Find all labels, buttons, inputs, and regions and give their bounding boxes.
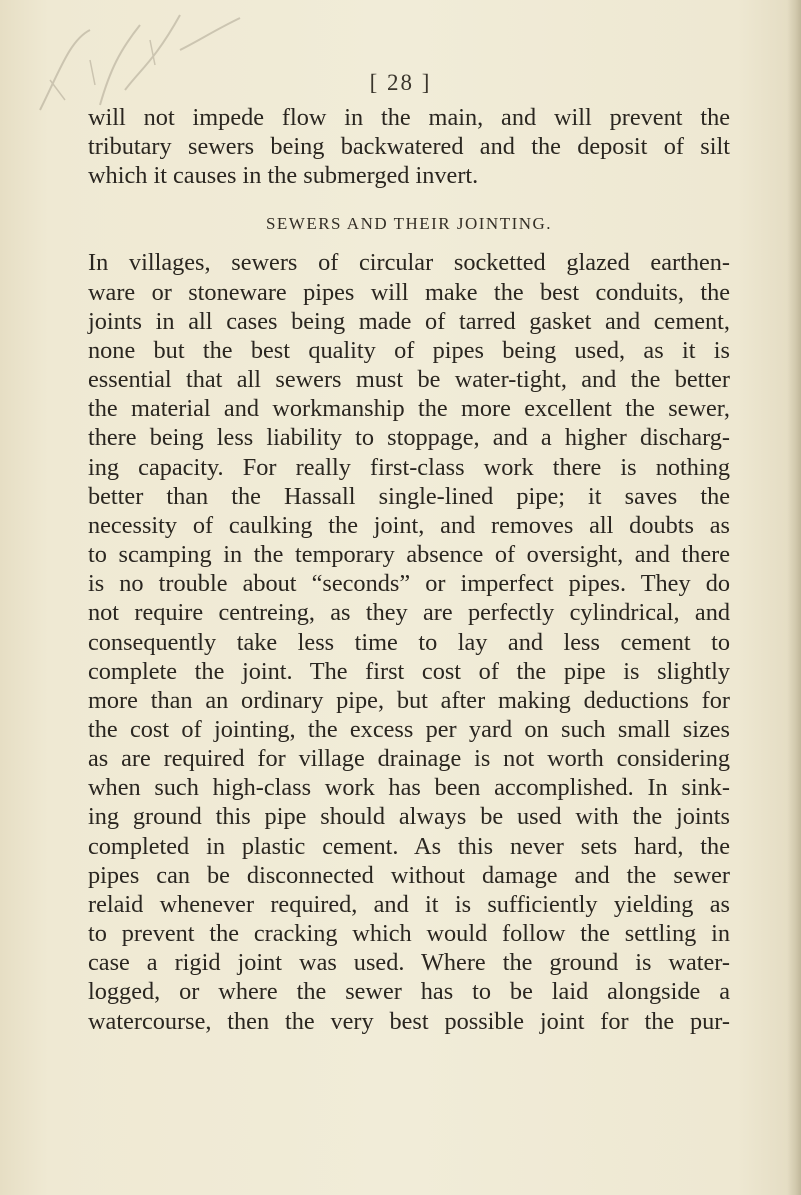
text-line: tributary sewers being backwatered and the deposit of silt [88, 133, 730, 161]
page-number: [ 28 ] [369, 70, 432, 95]
text-line: completed in plastic cement. As this never sets hard, the [88, 832, 730, 860]
text-line: joints in all cases being made of tarred gasket and cement, [88, 307, 730, 335]
text-line: the material and workmanship the more excellent the sewer, [88, 395, 730, 423]
text-line: will not impede flow in the main, and will prevent the [88, 104, 730, 131]
text-line: none but the best quality of pipes being used, as it is [88, 336, 730, 364]
text-line: to scamping in the temporary absence of oversight, and there [88, 541, 730, 569]
text-line: ing capacity. For really first-class work there is nothing [88, 453, 730, 481]
text-line: there being less liability to stoppage, and a higher discharg- [88, 424, 730, 452]
text-line: case a rigid joint was used. Where the ground is water- [88, 949, 730, 977]
section-heading: SEWERS AND THEIR JOINTING. [265, 214, 553, 234]
text-line: consequently take less time to lay and less cement to [88, 628, 730, 656]
text-line: ware or stoneware pipes will make the best conduits, the [88, 278, 730, 306]
text-line: when such high-class work has been accomplished. In sink- [88, 774, 730, 802]
text-line: the cost of jointing, the excess per yard on such small sizes [88, 715, 730, 743]
intro-paragraph [88, 103, 730, 190]
text-line: necessity of caulking the joint, and removes all doubts as [88, 511, 730, 539]
text-line: essential that all sewers must be water-tight, and the better [88, 366, 730, 394]
text-line: to prevent the cracking which would follow the settling in [88, 920, 730, 948]
page-edge-shadow [787, 0, 801, 1195]
text-line: watercourse, then the very best possible joint for the pur- [88, 1007, 730, 1035]
text-line: relaid whenever required, and it is sufficiently yielding as [88, 890, 730, 918]
text-line: is no trouble about “seconds” or imperfect pipes. They do [88, 570, 730, 598]
body-paragraph [88, 248, 730, 1035]
text-line: pipes can be disconnected without damage and the sewer [88, 861, 730, 889]
text-line: which it causes in the submerged invert. [88, 162, 479, 190]
text-line: more than an ordinary pipe, but after making deductions for [88, 686, 730, 714]
text-line: not require centreing, as they are perfectly cylindrical, and [88, 599, 730, 627]
text-line: better than the Hassall single-lined pipe; it saves the [88, 482, 730, 510]
text-line: as are required for village drainage is not worth considering [88, 745, 730, 773]
text-line: ing ground this pipe should always be used with the joints [88, 803, 730, 831]
text-block [88, 103, 730, 1036]
text-line: In villages, sewers of circular socketted glazed earthen- [88, 249, 730, 277]
text-line: logged, or where the sewer has to be laid alongside a [88, 978, 730, 1006]
text-line: complete the joint. The first cost of the pipe is slightly [88, 657, 730, 685]
